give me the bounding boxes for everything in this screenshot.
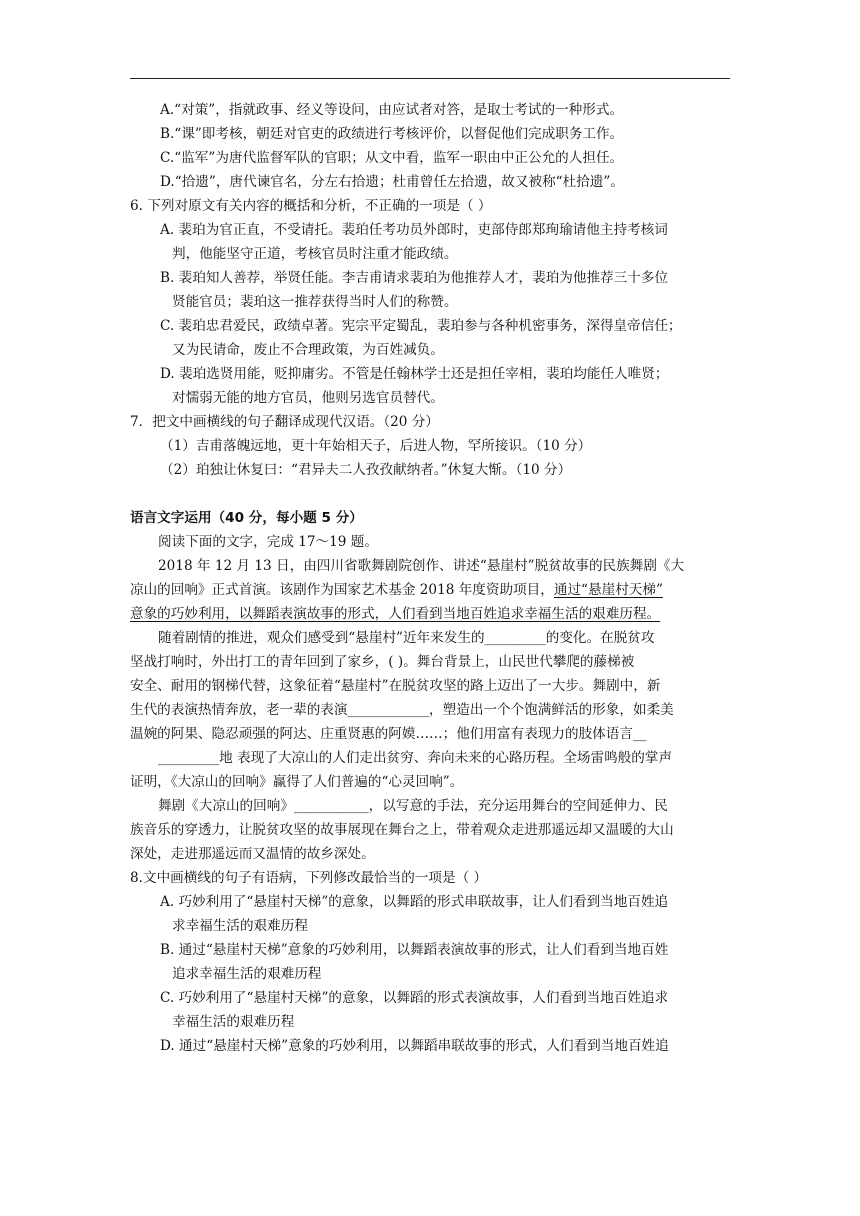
q5-option-b: B.“课”即考核，朝廷对官吏的政绩进行考核评价，以督促他们完成职务工作。 xyxy=(160,126,624,142)
passage-p1-line1: 2018 年 12 月 13 日，由四川省歌舞剧院创作、讲述“悬崖村”脱贫故事的民族舞剧《大 xyxy=(158,558,685,574)
header-rule xyxy=(130,78,730,79)
q8-option-c: C. 巧妙利用了“悬崖村天梯”的意象，以舞蹈的形式表演故事，人们看到当地百姓追求 xyxy=(160,990,669,1006)
q6-option-c: C. 裴珀忠君爱民，政绩卓著。宪宗平定蜀乱，裴珀参与各种机密事务，深得皇帝信任； xyxy=(160,318,682,334)
q6-option-d-cont: 对懦弱无能的地方官员，他则另选官员替代。 xyxy=(172,390,444,406)
q8-stem: 8.文中画横线的句子有语病，下列修改最恰当的一项是（ ） xyxy=(130,870,488,886)
q7-item-2: （2）珀独让休复曰：“君异夫二人孜孜献纳者。”休复大惭。（10 分） xyxy=(160,462,572,478)
passage-p3-line2: 族音乐的穿透力，让脱贫攻坚的故事展现在舞台之上，带着观众走进那遥远却又温暖的大山 xyxy=(130,822,674,838)
q5-option-a: A.“对策”，指就政事、经义等设问，由应试者对答，是取士考试的一种形式。 xyxy=(160,102,624,118)
passage-p2-line3: 安全、耐用的钢梯代替，这象征着“悬崖村”在脱贫攻坚的路上迈出了一大步。舞剧中，新 xyxy=(130,678,661,694)
passage-p2-line7: 证明，《大凉山的回响》赢得了人们普遍的“心灵回响”。 xyxy=(130,774,464,790)
passage-p1-line2-text: 凉山的回响》正式首演。该剧作为国家艺术基金 2018 年度资助项目， xyxy=(130,582,554,598)
passage-p2-line2: 坚战打响时，外出打工的青年回到了家乡，( )。舞台背景上，山民世代攀爬的藤梯被 xyxy=(130,654,635,670)
underlined-sentence-part2: 意象的巧妙利用，以舞蹈表演故事的形式，人们看到当地百姓追求幸福生活的艰难历程。 xyxy=(130,606,661,622)
q5-option-c: C.“监军”为唐代监督军队的官职；从文中看，监军一职由中正公允的人担任。 xyxy=(160,150,624,166)
q7-item-1: （1）吉甫落魄远地，更十年始相天子，后进人物，罕所接识。（10 分） xyxy=(160,438,592,454)
section-heading: 语言文字运用（40 分，每小题 5 分） xyxy=(130,510,363,526)
q8-option-c-cont: 幸福生活的艰难历程 xyxy=(172,1014,295,1030)
q6-option-d: D. 裴珀选贤用能，贬抑庸劣。不管是任翰林学士还是担任宰相，裴珀均能任人唯贤； xyxy=(160,366,669,382)
passage-p3-line3: 深处，走进那遥远而又温情的故乡深处。 xyxy=(130,846,375,862)
section-instruction: 阅读下面的文字，完成 17～19 题。 xyxy=(158,534,378,550)
passage-p1-line3 xyxy=(130,602,730,626)
q6-option-a-cont: 判，他能坚守正道，考核官员时注重才能政绩。 xyxy=(172,246,458,262)
q6-stem: 6. 下列对原文有关内容的概括和分析，不正确的一项是（ ） xyxy=(130,198,492,214)
question-7 xyxy=(130,410,730,482)
q5-option-d: D.“拾遗”，唐代谏官名，分左右拾遗；杜甫曾任左拾遗，故又被称“杜拾遗”。 xyxy=(160,174,624,190)
passage-p2-line5: 温婉的阿果、隐忍顽强的阿达、庄重贤惠的阿嫫……；他们用富有表现力的肢体语言__ xyxy=(130,726,647,742)
passage-p2-line4: 生代的表演热情奔放，老一辈的表演____________，塑造出一个个饱满鲜活的形象，如柔美 xyxy=(130,702,674,718)
q7-stem: 7．把文中画横线的句子翻译成现代汉语。（20 分） xyxy=(130,414,439,430)
q6-option-b: B. 裴珀知人善荐，举贤任能。李吉甫请求裴珀为他推荐人才，裴珀为他推荐三十多位 xyxy=(160,270,669,286)
page-content xyxy=(130,98,730,1058)
passage-p1-line2 xyxy=(130,578,730,602)
q8-option-d: D. 通过“悬崖村天梯”意象的巧妙利用，以舞蹈串联故事的形式，人们看到当地百姓追 xyxy=(160,1038,669,1054)
passage-p2-line1: 随着剧情的推进，观众们感受到“悬崖村”近年来发生的_________的变化。在脱贫攻 xyxy=(158,630,655,646)
q5-options xyxy=(130,98,730,194)
q6-option-b-cont: 贤能官员；裴珀这一推荐获得当时人们的称赞。 xyxy=(172,294,458,310)
q8-option-b: B. 通过“悬崖村天梯”意象的巧妙利用，以舞蹈表演故事的形式，让人们看到当地百姓 xyxy=(160,942,669,958)
language-section xyxy=(130,506,730,866)
passage-p2-line6: _________地 表现了大凉山的人们走出贫穷、奔向未来的心路历程。全场雷鸣般的掌声 xyxy=(158,750,673,766)
question-8 xyxy=(130,866,730,1058)
q6-option-c-cont: 又为民请命，废止不合理政策，为百姓减负。 xyxy=(172,342,444,358)
q8-option-a-cont: 求幸福生活的艰难历程 xyxy=(172,918,308,934)
q8-option-b-cont: 追求幸福生活的艰难历程 xyxy=(172,966,322,982)
q6-option-a: A. 裴珀为官正直，不受请托。裴珀任考功员外郎时，吏部侍郎郑珣瑜请他主持考核词 xyxy=(160,222,668,238)
underlined-sentence-part1: 通过“悬崖村天梯” xyxy=(553,582,663,598)
question-6 xyxy=(130,194,730,410)
passage-p3-line1: 舞剧《大凉山的回响》___________，以写意的手法，充分运用舞台的空间延伸力、民 xyxy=(158,798,668,814)
section-gap xyxy=(130,482,730,506)
q8-option-a: A. 巧妙利用了“悬崖村天梯”的意象，以舞蹈的形式串联故事，让人们看到当地百姓追 xyxy=(160,894,669,910)
